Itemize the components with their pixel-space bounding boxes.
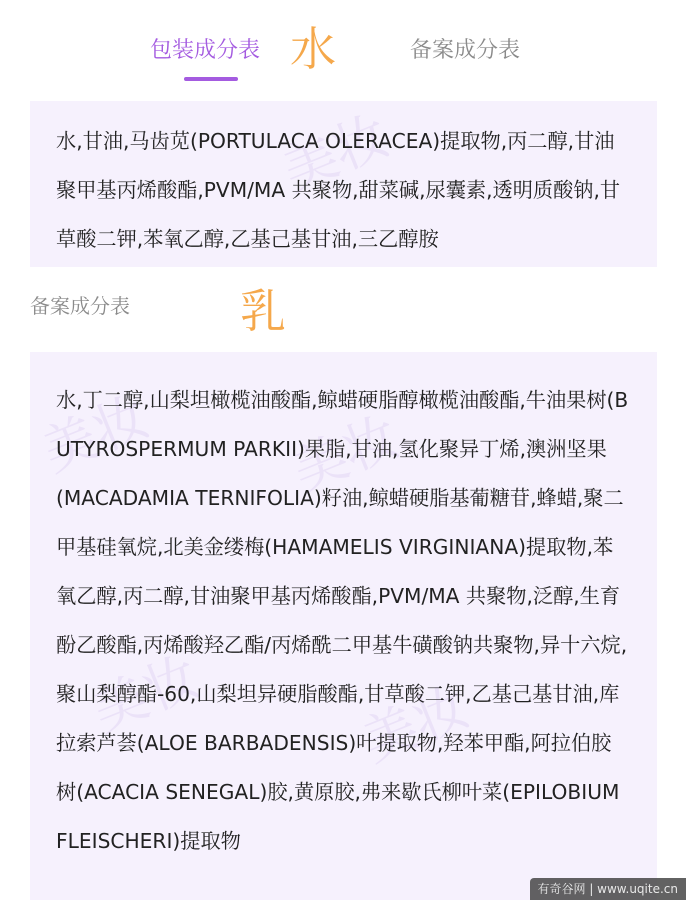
site-watermark: 有奇谷网 | www.uqite.cn <box>530 878 686 900</box>
watermark: 美妆 <box>273 103 398 203</box>
watermark: 美妆 <box>83 644 208 744</box>
active-tab-indicator <box>184 77 238 81</box>
product-label-milk: 乳 <box>240 284 286 338</box>
ingredients-text-milk: 水,丁二醇,山梨坦橄榄油酸酯,鲸蜡硬脂醇橄榄油酸酯,牛油果树(BUTYROSPERMUM PARKII)果脂,甘油,氢化聚异丁烯,澳洲坚果(MACADAMIA TERNIFOLIA)籽油,鲸蜡硬脂基葡糖苷,蜂蜡,聚二甲基硅氧烷,北美金缕梅(HAMAMELIS VIRGINIANA)提取物,苯氧乙醇,丙二醇,甘油聚甲基丙烯酸酯,PVM/MA 共聚物,泛醇,生育酚乙酸酯,丙烯酸羟乙酯/丙烯酰二甲基牛磺酸钠共聚物,异十六烷,聚山梨醇酯-60,山梨坦异硬脂酸酯,甘草酸二钾,乙基己基甘油,库拉索芦荟(ALOE BARBADENSIS)叶提取物,羟苯甲酯,阿拉伯胶树(ACACIA SENEGAL)胶,黄原胶,弗来歇氏柳叶菜(EPILOBIUM FLEISCHERI)提取物 <box>56 388 629 853</box>
tab-bar <box>0 0 686 96</box>
tab-packaging-ingredients[interactable]: 包装成分表 <box>150 38 261 63</box>
ingredients-panel-water <box>30 101 657 267</box>
tab-registered-ingredients[interactable]: 备案成分表 <box>410 38 521 63</box>
registered-ingredients-title: 备案成分表 <box>30 294 130 318</box>
watermark: 美妆 <box>283 404 408 504</box>
product-label-water: 水 <box>290 22 336 76</box>
watermark: 美妆 <box>353 674 478 774</box>
ingredients-panel-milk <box>30 352 657 900</box>
watermark: 美妆 <box>33 384 158 484</box>
ingredients-text-water: 水,甘油,马齿苋(PORTULACA OLERACEA)提取物,丙二醇,甘油聚甲基丙烯酸酯,PVM/MA 共聚物,甜菜碱,尿囊素,透明质酸钠,甘草酸二钾,苯氧乙醇,乙基己基甘油,三乙醇胺 <box>56 129 621 251</box>
